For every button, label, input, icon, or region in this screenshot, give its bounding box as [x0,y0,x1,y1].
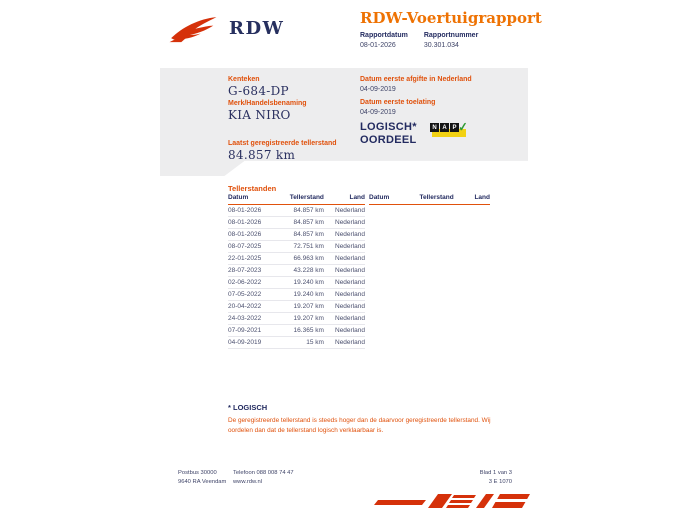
table-row [228,217,365,229]
table-cell: Nederland [335,266,365,274]
table-cell: Nederland [335,242,365,250]
footer-address-line2: 9640 RA Veendam [178,479,227,485]
tellerstanden-table-right [369,194,490,349]
table-cell: Nederland [335,230,365,238]
table-row [228,289,365,301]
oordeel-line1: LOGISCH* [360,121,417,133]
table-cell: 24-03-2022 [228,314,262,322]
table-cell: Nederland [335,218,365,226]
table-row [228,205,365,217]
table-cell: 84.857 km [293,206,324,214]
kenteken-value: G-684-DP [228,84,289,98]
table-row [228,253,365,265]
report-date-block [360,32,408,49]
table-cell: 08-01-2026 [228,218,262,226]
report-date-label: Rapportdatum [360,32,408,39]
table-cell: 19.240 km [293,278,324,286]
table-cell: 19.207 km [293,302,324,310]
table-cell: Nederland [335,290,365,298]
table-row [228,301,365,313]
table-cell: Nederland [335,314,365,322]
toelating-label: Datum eerste toelating [360,99,436,106]
table-cell: 66.963 km [293,254,324,262]
rdw-logo [168,12,284,44]
report-number-value: 30.301.034 [423,42,459,49]
footer-contact [233,469,294,487]
nap-logo [430,119,469,138]
table-row [228,265,365,277]
toelating-value: 04-09-2019 [360,109,396,116]
kenteken-label: Kenteken [228,76,260,83]
logisch-footnote [228,403,508,435]
table-cell: Nederland [335,338,365,346]
nap-letter-squares [430,123,459,132]
table-cell: Nederland [335,302,365,310]
table-row [228,229,365,241]
footnote-title: * LOGISCH [228,403,268,412]
table-cell: 04-09-2019 [228,338,262,346]
tellerstanden-section-title: Tellerstanden [228,184,277,193]
table-cell: 16.365 km [293,326,324,334]
vehicle-summary-panel [160,68,528,176]
table-row [228,241,365,253]
table-cell: 07-09-2021 [228,326,262,334]
table-cell: 07-05-2022 [228,290,262,298]
table-cell: 28-07-2023 [228,266,262,274]
oordeel-line2: OORDEEL [360,134,417,146]
table-cell: 19.207 km [293,314,324,322]
tellerstand-value: 84.857 km [228,148,296,162]
table-header-row [228,194,365,205]
table-cell: 72.751 km [293,242,324,250]
table-body [228,205,365,349]
column-header-datum: Datum [369,194,390,201]
footnote-text: De geregistreerde tellerstand is steeds hoger dan de daarvoor geregistreerde tellerstand. Wij oordelen dan dat de tellerstand logisch verklaarbaar is. [228,417,491,434]
table-cell: Nederland [335,206,365,214]
footer-page-info [420,469,512,487]
table-row [228,277,365,289]
nap-letter-p: P [450,123,459,132]
tellerstanden-tables [228,194,490,349]
column-header-datum: Datum [228,194,249,201]
rdw-wing-icon [168,12,218,44]
table-cell: 20-04-2022 [228,302,262,310]
document-title: RDW-Voertuigrapport [360,9,542,27]
column-header-land: Land [349,194,365,201]
footer-form-code: 3 E 1070 [488,479,512,485]
footer-address [178,469,226,487]
nap-letter-a: A [440,123,449,132]
table-cell: 43.228 km [293,266,324,274]
table-cell: 84.857 km [293,218,324,226]
table-cell: 08-01-2026 [228,206,262,214]
column-header-tellerstand: Tellerstand [289,194,324,201]
tellerstanden-table-left [228,194,365,349]
table-cell: 19.240 km [293,290,324,298]
footer-phone: Telefoon 088 008 74 47 [233,470,294,476]
merk-value: KIA NIRO [228,108,291,122]
footer-page-number: Blad 1 van 3 [479,470,512,476]
table-cell: Nederland [335,254,365,262]
table-row [228,313,365,325]
merk-label: Merk/Handelsbenaming [228,100,307,107]
table-cell: 02-06-2022 [228,278,262,286]
table-cell: 22-01-2025 [228,254,262,262]
table-cell: Nederland [335,326,365,334]
afgifte-value: 04-09-2019 [360,86,396,93]
rdw-logo-text: RDW [229,17,285,39]
rdw-stripes-graphic [372,490,532,512]
report-date-value: 08-01-2026 [360,42,396,49]
stripes-icon [372,490,532,512]
table-cell: 15 km [306,338,324,346]
table-row [228,325,365,337]
report-meta [360,32,478,49]
table-cell: 84.857 km [293,230,324,238]
column-header-land: Land [474,194,490,201]
oordeel-text [360,121,417,147]
footer-address-line1: Postbus 30000 [178,470,217,476]
nap-checkmark-icon: ✓ [457,119,469,135]
tellerstand-label: Laatst geregistreerde tellerstand [228,140,337,147]
table-header-row [369,194,490,205]
table-cell: Nederland [335,278,365,286]
nap-letter-n: N [430,123,439,132]
column-header-tellerstand: Tellerstand [419,194,454,201]
table-row [228,337,365,349]
report-number-label: Rapportnummer [423,32,479,39]
footer-website: www.rdw.nl [233,479,262,485]
table-cell: 08-01-2026 [228,230,262,238]
report-number-block [424,32,478,49]
table-cell: 08-07-2025 [228,242,262,250]
afgifte-label: Datum eerste afgifte in Nederland [360,76,472,83]
